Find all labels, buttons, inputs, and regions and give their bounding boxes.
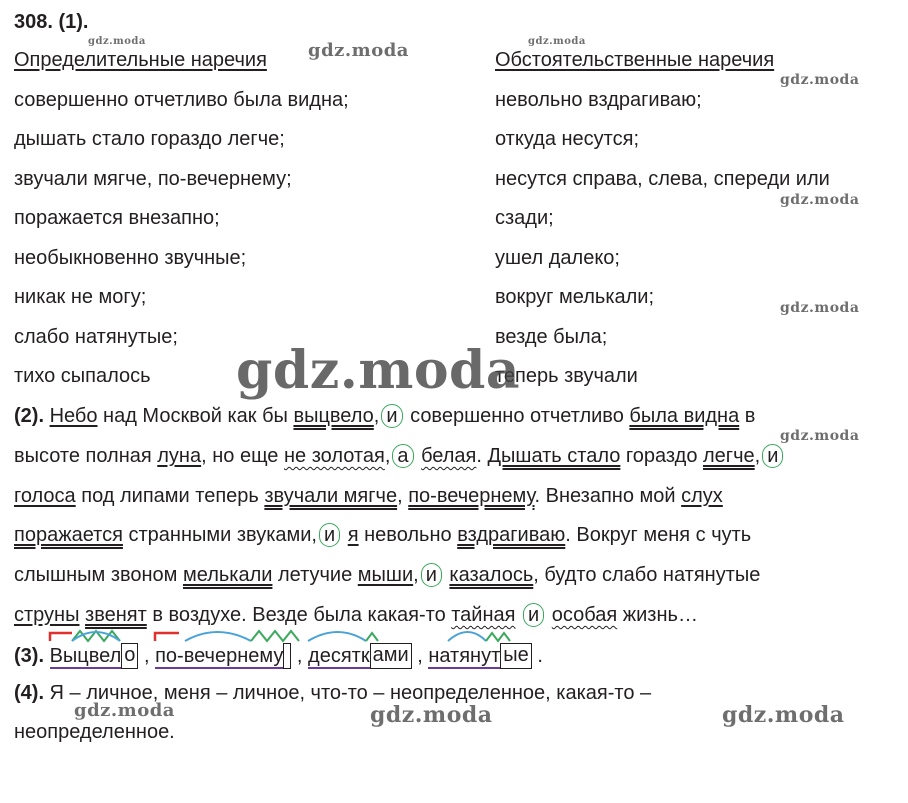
- right-item: вокруг мелькали;: [495, 286, 655, 308]
- morpheme-marks-icon: [428, 629, 518, 645]
- part3-label: (3).: [14, 645, 44, 667]
- text: над Москвой как бы: [97, 405, 294, 427]
- text: странными звуками,: [122, 524, 317, 546]
- modifier: тайная: [451, 604, 516, 626]
- predicate: звучали мягче: [264, 485, 398, 507]
- predicate: мелькали: [182, 564, 273, 586]
- watermark: gdz.moda: [308, 40, 409, 61]
- morpheme-word-1: [50, 643, 139, 669]
- stem: натянут: [428, 645, 501, 667]
- subject: я: [347, 524, 359, 546]
- right-item: несутся справа, слева, спереди или: [495, 168, 830, 190]
- text: Я – личное, меня – личное, что-то – неопределенное, какая-то –: [44, 682, 652, 704]
- text: ,: [413, 564, 419, 586]
- exercise-heading: 308. (1).: [14, 11, 89, 33]
- text: жизнь…: [617, 604, 698, 626]
- watermark-large: gdz.moda: [236, 340, 521, 401]
- right-item: сзади;: [495, 207, 554, 229]
- separator: ,: [417, 645, 423, 667]
- text: ,: [384, 445, 391, 467]
- left-item: дышать стало гораздо легче;: [14, 128, 285, 150]
- text: совершенно отчетливо: [404, 405, 630, 427]
- conjunction-circle: и: [421, 563, 442, 587]
- conjunction-circle: и: [319, 523, 340, 547]
- subject: мыши: [357, 564, 414, 586]
- stem: Выцвел: [49, 645, 122, 667]
- watermark: gdz.moda: [780, 300, 860, 316]
- separator: ,: [143, 645, 150, 667]
- right-item: невольно вздрагиваю;: [495, 89, 702, 111]
- text: гораздо: [620, 445, 704, 467]
- text: . Внезапно мой: [534, 485, 682, 507]
- conjunction-circle: и: [523, 603, 544, 627]
- left-item: совершенно отчетливо была видна;: [14, 89, 349, 111]
- text: летучие: [272, 564, 358, 586]
- conjunction-circle: а: [392, 444, 413, 468]
- modifier: белая: [421, 445, 477, 467]
- part3-line: [14, 643, 543, 669]
- watermark: gdz.moda: [74, 700, 175, 721]
- morpheme-word-4: [428, 643, 531, 669]
- predicate: выцвело: [293, 405, 374, 427]
- predicate: вздрагиваю: [457, 524, 566, 546]
- text: ,: [754, 445, 761, 467]
- morpheme-word-2: [155, 643, 291, 669]
- text: слышным звоном: [14, 564, 183, 586]
- right-item: ушел далеко;: [495, 247, 620, 269]
- watermark: gdz.moda: [722, 702, 845, 728]
- morpheme-marks-icon: [308, 629, 388, 645]
- right-item: везде была;: [495, 326, 608, 348]
- subject: струны: [14, 604, 80, 626]
- part4-line-2: неопределенное.: [14, 721, 175, 743]
- left-item: поражается внезапно;: [14, 207, 220, 229]
- text: ,: [397, 485, 409, 507]
- predicate: Дышать стало: [487, 445, 621, 467]
- part2-line-3: [14, 484, 723, 508]
- predicate: звенят: [85, 604, 147, 626]
- watermark: gdz.moda: [780, 192, 860, 208]
- left-column-header: Определительные наречия: [14, 49, 267, 71]
- left-item: никак не могу;: [14, 286, 147, 308]
- left-item: слабо натянутые;: [14, 326, 178, 348]
- subject: голоса: [14, 485, 76, 507]
- stem: десятк: [308, 645, 370, 667]
- part2-line-4: [14, 523, 751, 547]
- separator: ,: [296, 645, 303, 667]
- left-item: необыкновенно звучные;: [14, 247, 247, 269]
- predicate: легче: [703, 445, 755, 467]
- text: невольно: [358, 524, 458, 546]
- morpheme-marks-icon: [155, 629, 305, 645]
- part2-line-1: [14, 404, 755, 428]
- stem: по-вечернему: [155, 645, 284, 667]
- modifier: особая: [551, 604, 618, 626]
- part4-label: (4).: [14, 682, 44, 704]
- text: .: [476, 445, 488, 467]
- watermark: gdz.moda: [780, 428, 860, 444]
- subject: слух: [681, 485, 723, 507]
- conjunction-circle: и: [762, 444, 783, 468]
- right-item: теперь звучали: [495, 365, 638, 387]
- part2-label: (2).: [14, 405, 44, 427]
- watermark: gdz.moda: [370, 702, 493, 728]
- predicate: поражается: [14, 524, 123, 546]
- right-column-header: Обстоятельственные наречия: [495, 49, 775, 71]
- text: высоте полная: [14, 445, 158, 467]
- left-item: тихо сыпалось: [14, 365, 151, 387]
- ending-box: ые: [500, 643, 532, 669]
- part2-line-2: [14, 444, 785, 468]
- watermark: gdz.moda: [780, 72, 860, 88]
- predicate: была видна: [629, 405, 740, 427]
- text: , будто слабо натянутые: [533, 564, 761, 586]
- left-item: звучали мягче, по-вечернему;: [14, 168, 292, 190]
- conjunction-circle: и: [381, 404, 402, 428]
- text: , но еще: [201, 445, 284, 467]
- predicate: по-вечернему: [408, 485, 535, 507]
- text: под липами теперь: [75, 485, 265, 507]
- text: в воздухе. Везде была какая-то: [146, 604, 452, 626]
- morpheme-marks-icon: [50, 629, 130, 645]
- watermark: gdz.moda: [88, 36, 146, 47]
- terminal-dot: .: [537, 645, 543, 667]
- morpheme-word-3: [308, 643, 412, 669]
- predicate: казалось: [449, 564, 534, 586]
- text: в: [739, 405, 756, 427]
- text: ,: [373, 405, 380, 427]
- right-item: откуда несутся;: [495, 128, 639, 150]
- part2-line-5: [14, 563, 760, 587]
- modifier: не золотая: [283, 445, 385, 467]
- ending-box: [283, 643, 291, 669]
- watermark: gdz.moda: [528, 36, 586, 47]
- ending-box: ами: [370, 643, 412, 669]
- text: . Вокруг меня с чуть: [565, 524, 752, 546]
- part2-line-6: [14, 603, 698, 627]
- subject: луна: [157, 445, 202, 467]
- subject: Небо: [49, 405, 98, 427]
- text: [515, 604, 521, 626]
- ending-box: о: [121, 643, 138, 669]
